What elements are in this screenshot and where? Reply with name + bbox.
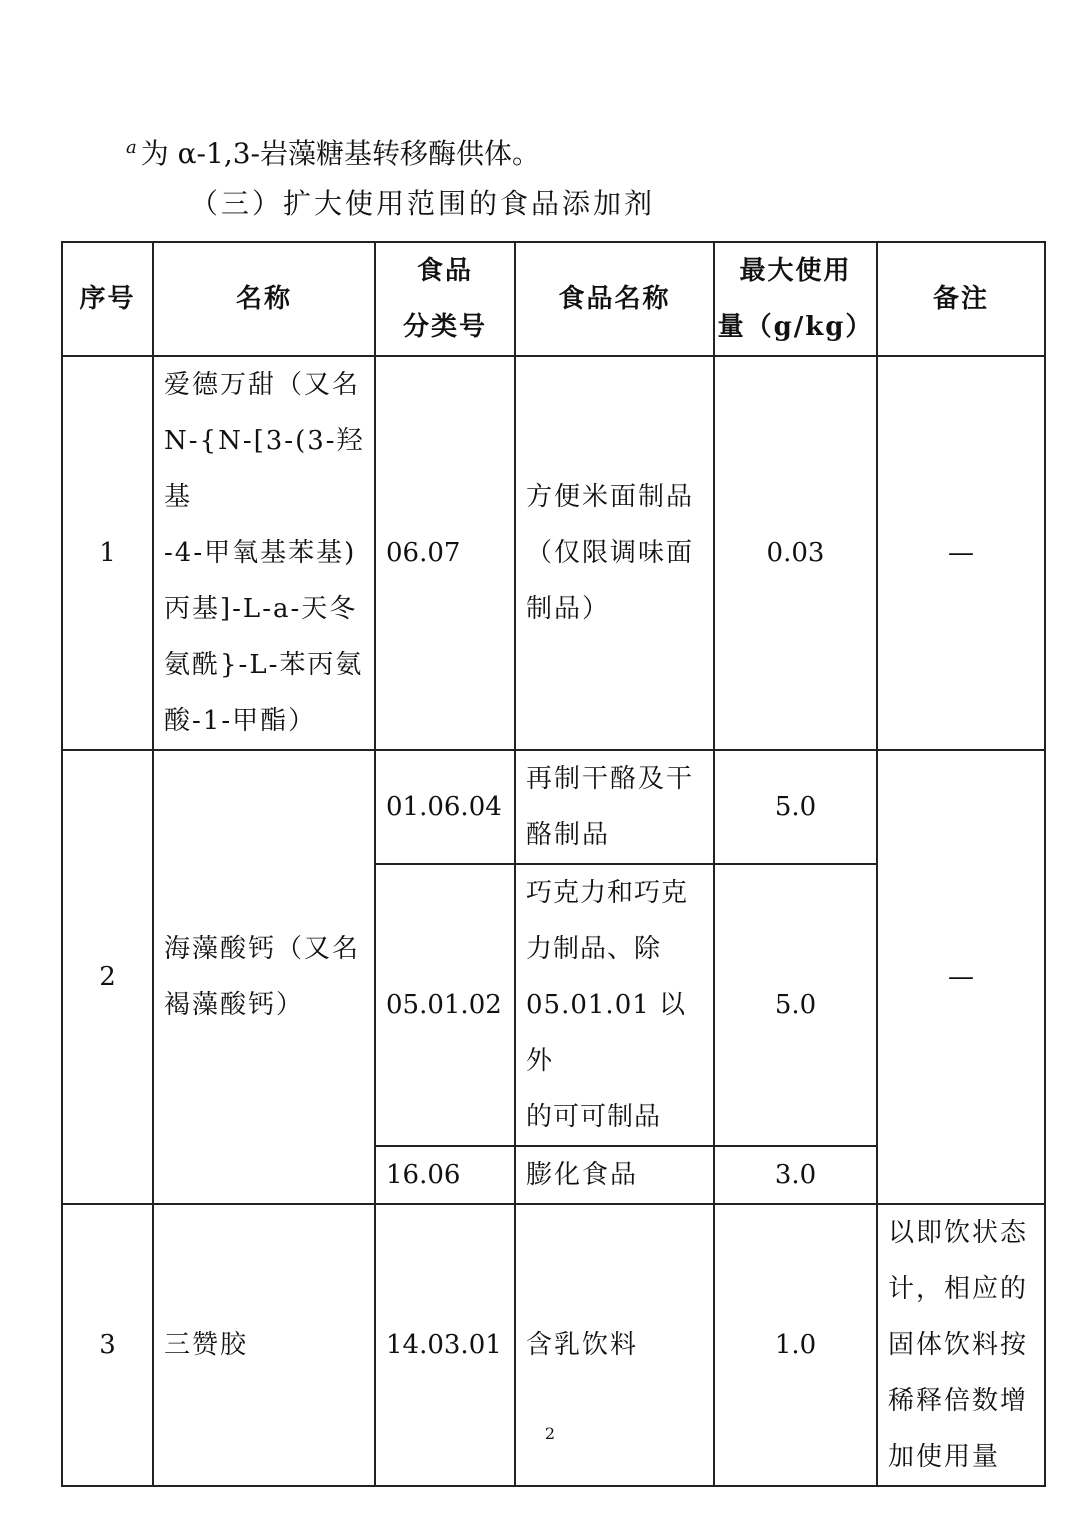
table-header-row [62,242,1045,356]
section-title: （三）扩大使用范围的食品添加剂 [190,187,656,220]
cell-additive-name [153,356,375,750]
food-line: 力制品、除 [526,934,662,964]
cell-seq: 2 [62,750,153,1204]
header-category-line: 食品 [416,256,473,286]
name-line: 氨酰}-L-苯丙氨 [164,650,364,680]
name-line: 三赞胶 [164,1330,249,1360]
footnote-marker: a [126,137,137,158]
food-line: 再制干酪及干 [526,764,695,794]
cell-additive-name [153,750,375,1204]
cell-remarks: — [877,356,1045,750]
remarks-line: 稀释倍数增 [888,1386,1029,1416]
cell-category: 05.01.02 [375,864,515,1146]
cell-max-usage: 0.03 [714,356,877,750]
header-category-line: 分类号 [402,312,487,342]
cell-additive-name [153,1204,375,1486]
name-line: 爱德万甜（又名 [164,370,361,400]
header-name: 名称 [153,242,375,356]
food-line: 05.01.01 以外 [526,990,687,1076]
food-line: 含乳饮料 [526,1330,639,1360]
page-number: 2 [544,1424,556,1443]
name-line: -4-甲氧基苯基) [164,538,357,568]
food-line: 的可可制品 [526,1102,662,1132]
remarks-line: 计，相应的 [888,1274,1029,1304]
cell-seq: 3 [62,1204,153,1486]
cell-food-name [515,750,714,864]
cell-seq: 1 [62,356,153,750]
cell-category: 06.07 [375,356,515,750]
header-category [375,242,515,356]
cell-max-usage: 5.0 [714,750,877,864]
table-row [62,750,1045,864]
table-row [62,356,1045,750]
cell-food-name [515,1204,714,1486]
name-line: 酸-1-甲酯） [164,706,317,736]
name-line: 丙基]-L-a-天冬 [164,594,358,624]
name-line: 褐藻酸钙） [164,990,305,1020]
remarks-line: 加使用量 [888,1442,1001,1472]
header-max-usage-line: 最大使用 [739,256,852,286]
header-remarks: 备注 [877,242,1045,356]
cell-max-usage: 5.0 [714,864,877,1146]
header-max-usage-line: 量（g/kg） [717,312,874,342]
cell-category: 01.06.04 [375,750,515,864]
food-line: 膨化食品 [526,1160,639,1190]
remarks-line: 以即饮状态 [888,1218,1029,1248]
footnote-text: 为 α-1,3-岩藻糖基转移酶供体。 [140,137,540,170]
food-line: 制品） [526,594,611,624]
header-seq: 序号 [62,242,153,356]
cell-food-name [515,356,714,750]
food-line: 酪制品 [526,820,611,850]
food-line: （仅限调味面 [526,538,695,568]
table-row [62,1204,1045,1486]
remarks-line: 固体饮料按 [888,1330,1029,1360]
name-line: 海藻酸钙（又名 [164,934,361,964]
cell-food-name [515,1146,714,1204]
food-line: 巧克力和巧克 [526,878,689,908]
cell-category: 14.03.01 [375,1204,515,1486]
additives-table [61,241,1046,1487]
cell-category: 16.06 [375,1146,515,1204]
cell-max-usage: 1.0 [714,1204,877,1486]
name-line: N-{N-[3-(3-羟基 [164,426,365,512]
cell-food-name [515,864,714,1146]
header-max-usage [714,242,877,356]
food-line: 方便米面制品 [526,482,695,512]
header-food-name: 食品名称 [515,242,714,356]
cell-remarks [877,1204,1045,1486]
cell-remarks: — [877,750,1045,1204]
footnote [126,128,540,174]
cell-max-usage: 3.0 [714,1146,877,1204]
